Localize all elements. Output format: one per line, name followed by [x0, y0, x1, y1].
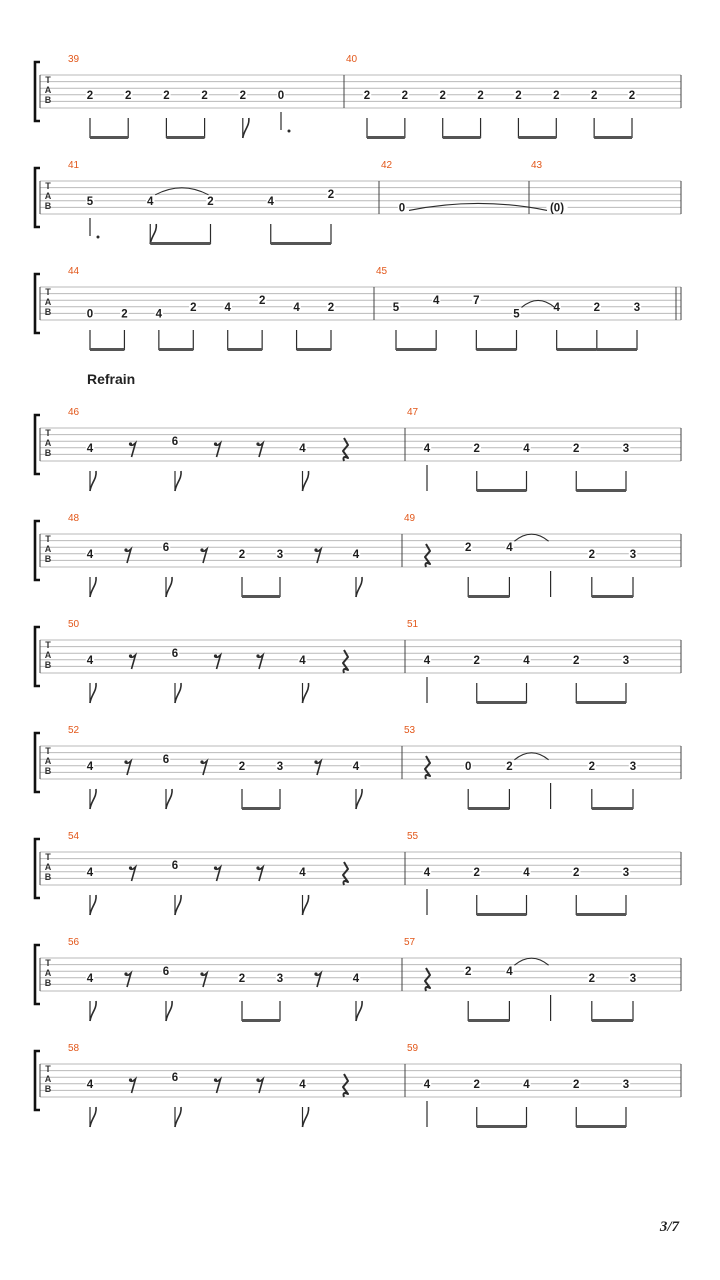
tab-clef-letter: B: [44, 1084, 52, 1095]
tab-system: [35, 725, 681, 810]
note-flag: [303, 895, 309, 915]
beam: [477, 701, 527, 704]
tab-clef-letter: A: [44, 544, 52, 555]
beam: [576, 489, 626, 492]
eighth-rest-dot: [214, 866, 217, 869]
tab-clef-letter: A: [44, 650, 52, 661]
tab-clef-letter: T: [45, 852, 51, 863]
fret-number: 2: [401, 89, 409, 102]
note-flag: [303, 683, 309, 703]
fret-number: 2: [207, 195, 214, 208]
tab-clef-letter: T: [45, 287, 51, 298]
fret-number: 2: [327, 189, 335, 202]
measure: [407, 619, 681, 704]
fret-number: 4: [86, 654, 94, 667]
beam: [477, 489, 527, 492]
note-flag: [90, 1001, 96, 1021]
measure-number: 50: [68, 619, 80, 630]
measure: [68, 160, 379, 245]
measure-number: 41: [68, 160, 80, 171]
measure: [68, 54, 344, 139]
eighth-rest-dot: [314, 548, 317, 551]
measure: [407, 831, 681, 916]
section-label: Refrain: [87, 371, 136, 387]
note-flag: [90, 683, 96, 703]
system-bracket: [35, 733, 40, 792]
fret-number: 6: [162, 542, 170, 555]
eighth-rest-dot: [314, 972, 317, 975]
measure: [346, 54, 681, 139]
tab-clef-letter: T: [45, 75, 51, 86]
eighth-rest-dot: [129, 866, 132, 869]
eighth-rest-dot: [256, 1078, 259, 1081]
fret-number: 2: [439, 89, 446, 102]
fret-number: 4: [352, 760, 360, 773]
fret-number: 2: [573, 1078, 580, 1091]
fret-number: 6: [171, 436, 179, 449]
fret-number: 2: [515, 89, 522, 102]
tab-clef-letter: T: [45, 1064, 51, 1075]
fret-number: 2: [593, 301, 601, 314]
tab-clef-letter: T: [45, 958, 51, 969]
tab-clef-letter: B: [44, 660, 52, 671]
fret-number: 4: [352, 548, 360, 561]
fret-number: 2: [473, 1078, 480, 1091]
fret-number: 3: [622, 866, 630, 879]
tab-clef-letter: B: [44, 978, 52, 989]
fret-number: 2: [238, 548, 246, 561]
fret-number: 4: [86, 866, 94, 879]
beam: [477, 913, 527, 916]
eighth-rest-dot: [200, 972, 203, 975]
fret-number: 2: [190, 301, 197, 314]
fret-number: 2: [590, 89, 598, 102]
beam: [468, 595, 509, 598]
beam: [592, 1019, 633, 1022]
note-flag: [175, 471, 181, 491]
note-flag: [175, 895, 181, 915]
beam: [443, 136, 481, 139]
fret-number: 4: [553, 301, 560, 314]
measure-number: 44: [68, 266, 80, 277]
fret-number: 4: [86, 972, 94, 985]
measure: [376, 266, 681, 351]
augmentation-dot: [97, 236, 100, 239]
beam: [271, 242, 331, 245]
system-bracket: [35, 168, 40, 227]
tab-system: [35, 937, 681, 1022]
fret-number: 6: [162, 754, 170, 767]
beam: [468, 1019, 509, 1022]
beam: [476, 348, 516, 351]
fret-number: 2: [473, 442, 480, 455]
fret-number: 2: [124, 89, 132, 102]
note-flag: [90, 895, 96, 915]
tab-clef-letter: T: [45, 746, 51, 757]
fret-number: 2: [553, 89, 560, 102]
fret-number: 4: [432, 295, 440, 308]
tab-clef-letter: B: [44, 95, 52, 106]
fret-number: 4: [86, 760, 94, 773]
note-flag: [175, 683, 181, 703]
fret-number: 4: [423, 1078, 431, 1091]
fret-number: 4: [506, 966, 513, 979]
beam: [592, 807, 633, 810]
beam: [242, 595, 280, 598]
fret-number: 2: [506, 760, 513, 773]
note-flag: [356, 789, 362, 809]
fret-number: 5: [86, 195, 94, 208]
measure-number: 48: [68, 513, 80, 524]
measure: [68, 619, 405, 703]
eighth-rest-dot: [214, 1078, 217, 1081]
eighth-rest-dot: [256, 442, 259, 445]
fret-number: 0: [464, 760, 472, 773]
beam: [150, 242, 210, 245]
fret-number: 4: [224, 301, 231, 314]
fret-number: 4: [299, 866, 306, 879]
measure: [68, 725, 402, 810]
beam: [159, 348, 193, 351]
tab-clef-letter: A: [44, 297, 52, 308]
tab-clef-letter: A: [44, 756, 52, 767]
measure-number: 58: [68, 1043, 80, 1054]
beam: [557, 348, 597, 351]
measure-number: 47: [407, 407, 419, 418]
measure: [68, 407, 405, 491]
fret-number: 4: [523, 654, 530, 667]
fret-number: 4: [352, 972, 360, 985]
tab-system: [35, 160, 681, 245]
fret-number: 4: [299, 654, 306, 667]
fret-number: 6: [162, 966, 170, 979]
note-flag: [166, 577, 172, 597]
measure-number: 45: [376, 266, 388, 277]
system-bracket: [35, 627, 40, 686]
tab-system: [35, 831, 681, 916]
fret-number: 3: [629, 972, 637, 985]
beam: [597, 348, 637, 351]
note-flag: [175, 1107, 181, 1127]
note-flag: [356, 577, 362, 597]
measure: [68, 831, 405, 915]
tab-system: [35, 371, 681, 492]
fret-number: 2: [121, 308, 128, 321]
tab-clef-letter: B: [44, 766, 52, 777]
fret-number: 2: [238, 760, 246, 773]
eighth-rest-dot: [129, 654, 132, 657]
fret-number: 2: [573, 866, 580, 879]
fret-number: 5: [513, 308, 520, 321]
measure-number: 52: [68, 725, 80, 736]
tab-clef-letter: T: [45, 181, 51, 192]
system-bracket: [35, 274, 40, 333]
measure: [404, 937, 681, 1022]
tab-clef-letter: T: [45, 640, 51, 651]
measure-number: 43: [531, 160, 543, 171]
beam: [576, 913, 626, 916]
measure: [404, 513, 681, 598]
note-flag: [90, 577, 96, 597]
system-bracket: [35, 521, 40, 580]
fret-number: 2: [239, 89, 247, 102]
beam: [518, 136, 556, 139]
fret-number: 4: [299, 442, 306, 455]
fret-number: 4: [155, 308, 163, 321]
fret-number: 2: [573, 654, 580, 667]
eighth-rest-dot: [200, 760, 203, 763]
beam: [90, 348, 124, 351]
note-flag: [90, 471, 96, 491]
eighth-rest-dot: [124, 548, 127, 551]
measure: [407, 407, 681, 492]
system-bracket: [35, 839, 40, 898]
fret-number: 4: [523, 1078, 530, 1091]
fret-number: 4: [523, 442, 530, 455]
note-flag: [303, 471, 309, 491]
fret-number: 0: [398, 202, 406, 215]
note-flag: [356, 1001, 362, 1021]
measure-number: 46: [68, 407, 80, 418]
fret-number: 2: [201, 89, 208, 102]
tab-clef-letter: B: [44, 554, 52, 565]
measure: [404, 725, 681, 810]
eighth-rest-dot: [124, 760, 127, 763]
fret-number: 4: [299, 1078, 306, 1091]
measure-number: 49: [404, 513, 416, 524]
fret-number: 3: [629, 548, 637, 561]
fret-number: 6: [171, 860, 179, 873]
tab-clef-letter: A: [44, 438, 52, 449]
eighth-rest-dot: [200, 548, 203, 551]
tab-clef-letter: B: [44, 307, 52, 318]
beam: [576, 701, 626, 704]
fret-number: 3: [629, 760, 637, 773]
fret-number: 3: [633, 301, 641, 314]
note-flag: [90, 1107, 96, 1127]
fret-number: 2: [588, 760, 596, 773]
eighth-rest-dot: [256, 654, 259, 657]
tab-clef-letter: B: [44, 201, 52, 212]
note-flag: [303, 1107, 309, 1127]
measure: [407, 1043, 681, 1128]
fret-number: 4: [293, 301, 300, 314]
measure-number: 39: [68, 54, 80, 65]
beam: [468, 807, 509, 810]
note-flag: [166, 1001, 172, 1021]
fret-number: 4: [147, 195, 154, 208]
tab-system: [35, 266, 681, 351]
tab-clef-letter: T: [45, 534, 51, 545]
fret-number: 3: [276, 760, 284, 773]
beam: [166, 136, 204, 139]
fret-number: 2: [238, 972, 246, 985]
fret-number: 2: [573, 442, 580, 455]
measure-number: 42: [381, 160, 393, 171]
beam: [477, 1125, 527, 1128]
tab-clef-letter: A: [44, 191, 52, 202]
tab-clef-letter: B: [44, 448, 52, 459]
beam: [576, 1125, 626, 1128]
tab-clef-letter: A: [44, 968, 52, 979]
fret-number: 2: [258, 295, 266, 308]
beam: [242, 807, 280, 810]
measure-number: 54: [68, 831, 80, 842]
note-flag: [166, 789, 172, 809]
measure: [68, 937, 402, 1022]
tab-system: [35, 619, 681, 704]
fret-number: 2: [473, 654, 480, 667]
tab-clef-letter: A: [44, 1074, 52, 1085]
fret-number: 4: [423, 654, 431, 667]
eighth-rest-dot: [124, 972, 127, 975]
tab-system: [35, 1043, 681, 1128]
fret-number: 2: [86, 89, 94, 102]
measure-number: 57: [404, 937, 416, 948]
beam: [594, 136, 632, 139]
measure-number: 59: [407, 1043, 419, 1054]
fret-number: 0: [86, 308, 94, 321]
fret-number: 5: [392, 301, 400, 314]
fret-number: 2: [464, 542, 472, 555]
fret-number: 2: [588, 972, 596, 985]
tab-system: [35, 54, 681, 139]
fret-number: 4: [267, 195, 274, 208]
beam: [367, 136, 405, 139]
fret-number: 3: [622, 442, 630, 455]
fret-number: 4: [86, 1078, 94, 1091]
page-number: 3/7: [659, 1219, 679, 1235]
fret-number: 3: [622, 1078, 630, 1091]
measure-number: 40: [346, 54, 358, 65]
fret-number: 0: [277, 89, 285, 102]
fret-number: 4: [423, 866, 431, 879]
eighth-rest-dot: [129, 442, 132, 445]
tab-clef-letter: T: [45, 428, 51, 439]
beam: [592, 595, 633, 598]
beam: [242, 1019, 280, 1022]
beam: [228, 348, 262, 351]
note-flag: [243, 118, 249, 138]
tab-clef-letter: A: [44, 85, 52, 96]
measure-number: 53: [404, 725, 416, 736]
fret-number: 2: [327, 301, 335, 314]
note-flag: [150, 224, 156, 244]
fret-number: 4: [506, 542, 513, 555]
tab-clef-letter: A: [44, 862, 52, 873]
measure-number: 56: [68, 937, 80, 948]
fret-number: 3: [276, 548, 284, 561]
system-bracket: [35, 945, 40, 1004]
fret-number: (0): [549, 202, 565, 215]
measure: [68, 1043, 405, 1127]
augmentation-dot: [288, 130, 291, 133]
system-bracket: [35, 415, 40, 474]
fret-number: 2: [363, 89, 371, 102]
fret-number: 4: [523, 866, 530, 879]
fret-number: 3: [276, 972, 284, 985]
eighth-rest-dot: [214, 654, 217, 657]
fret-number: 2: [588, 548, 596, 561]
fret-number: 2: [477, 89, 484, 102]
beam: [297, 348, 331, 351]
fret-number: 7: [473, 295, 480, 308]
fret-number: 3: [622, 654, 630, 667]
beam: [396, 348, 436, 351]
eighth-rest-dot: [256, 866, 259, 869]
system-bracket: [35, 1051, 40, 1110]
eighth-rest-dot: [129, 1078, 132, 1081]
eighth-rest-dot: [314, 760, 317, 763]
fret-number: 4: [86, 442, 94, 455]
system-bracket: [35, 62, 40, 121]
fret-number: 4: [86, 548, 94, 561]
eighth-rest-dot: [214, 442, 217, 445]
tab-clef-letter: B: [44, 872, 52, 883]
fret-number: 6: [171, 648, 179, 661]
beam: [90, 136, 128, 139]
fret-number: 6: [171, 1072, 179, 1085]
tab-system: [35, 513, 681, 598]
note-flag: [90, 789, 96, 809]
measure: [68, 266, 374, 351]
measure: [68, 513, 402, 598]
fret-number: 2: [628, 89, 636, 102]
fret-number: 4: [423, 442, 431, 455]
measure-number: 55: [407, 831, 419, 842]
fret-number: 2: [163, 89, 170, 102]
measure-number: 51: [407, 619, 419, 630]
fret-number: 2: [473, 866, 480, 879]
fret-number: 2: [464, 966, 472, 979]
